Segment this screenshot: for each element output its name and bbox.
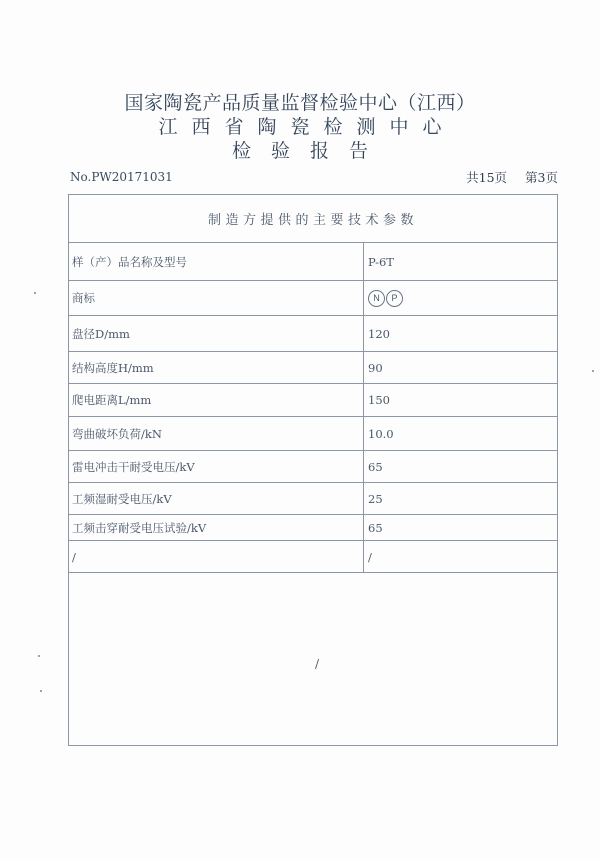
table-row (69, 281, 557, 316)
table-row (69, 541, 557, 573)
param-label: 雷电冲击干耐受电压/kV (69, 451, 364, 482)
param-label: 结构高度H/mm (69, 352, 364, 383)
table-row (69, 384, 557, 417)
table-row (69, 483, 557, 515)
trademark-logo (368, 290, 403, 307)
document-type-title: 检验报告 (231, 140, 388, 162)
table-row (69, 243, 557, 281)
param-value: 150 (368, 393, 390, 407)
param-value: 65 (368, 520, 383, 535)
table-row (69, 515, 557, 541)
param-value: P-6T (368, 254, 394, 269)
org-name-line1: 国家陶瓷产品质量监督检验中心（江西） (124, 92, 476, 114)
total-pages: 共15页 (466, 170, 508, 185)
trademark-letter-p: P (386, 290, 403, 307)
param-label: 爬电距离L/mm (69, 384, 364, 416)
scan-speck (34, 292, 36, 294)
param-label: / (69, 541, 364, 572)
org-name-line2: 江西省陶瓷检测中心 (158, 116, 456, 138)
param-value: 25 (368, 491, 383, 506)
table-row (69, 451, 557, 483)
param-label: 商标 (69, 281, 364, 315)
param-value: / (368, 549, 372, 564)
page-counter (466, 168, 558, 186)
param-value: 120 (368, 326, 390, 341)
technical-parameters-table (68, 194, 558, 746)
table-row (69, 417, 557, 451)
scan-speck (38, 655, 40, 657)
param-label: 工频击穿耐受电压试验/kV (69, 515, 364, 540)
table-row (69, 352, 557, 384)
current-page: 第3页 (525, 170, 558, 185)
report-number: No.PW20171031 (70, 170, 173, 184)
param-label: 弯曲破坏负荷/kN (69, 417, 364, 450)
table-row (69, 316, 557, 352)
scan-speck (592, 370, 594, 372)
param-label: 工频湿耐受电压/kV (69, 483, 364, 514)
param-value: 65 (368, 459, 383, 474)
trademark-cell (364, 281, 557, 315)
param-label: 盘径D/mm (69, 316, 364, 351)
scan-speck (40, 690, 42, 692)
trademark-letter-n: N (368, 290, 385, 307)
param-label: 样（产）品名称及型号 (69, 243, 364, 280)
blank-area-slash: / (315, 657, 320, 671)
param-value: 10.0 (368, 426, 394, 441)
table-heading: 制造方提供的主要技术参数 (69, 195, 557, 243)
param-value: 90 (368, 360, 383, 375)
